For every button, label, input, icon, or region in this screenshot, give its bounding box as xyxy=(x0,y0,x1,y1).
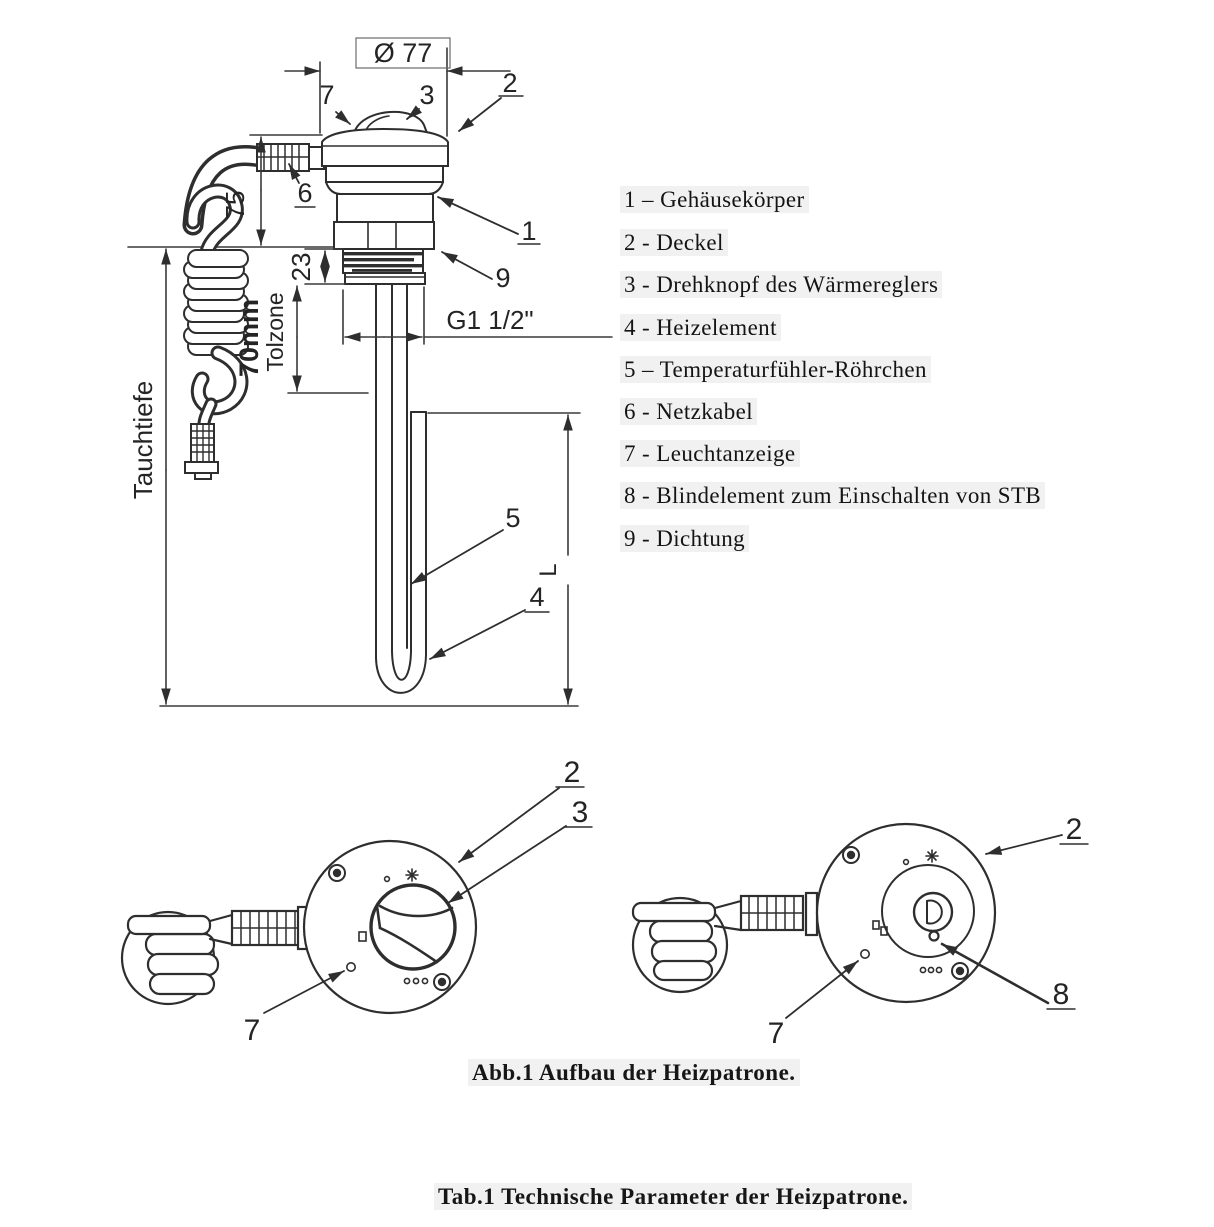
callout-2: 2 xyxy=(502,68,518,98)
callout-7: 7 xyxy=(319,80,335,110)
callout-3: 3 xyxy=(571,796,589,829)
figure-caption xyxy=(468,1060,800,1086)
legend-item-5 xyxy=(620,357,931,383)
dim-length-label: L xyxy=(535,563,562,577)
cord-right xyxy=(715,893,817,935)
callout-3: 3 xyxy=(419,80,435,110)
callout-1: 1 xyxy=(521,216,537,246)
dim-70mm-label: 70mm xyxy=(234,298,264,378)
legend-item-text: 2 - Deckel xyxy=(620,229,728,256)
legend-item-4 xyxy=(620,315,781,341)
legend-item-text: 8 - Blindelement zum Einschalten von STB xyxy=(620,482,1045,509)
callout-5: 5 xyxy=(505,503,521,533)
legend-item-1 xyxy=(620,187,809,213)
dim-75-label: 75 xyxy=(220,190,250,220)
main-section-view xyxy=(128,38,612,706)
callout-7: 7 xyxy=(767,1017,785,1050)
thermostat-knob xyxy=(371,885,455,969)
callout-6: 6 xyxy=(297,178,313,208)
legend-item-3 xyxy=(620,272,942,298)
callout-9: 9 xyxy=(495,263,511,293)
legend-item-text: 7 - Leuchtanzeige xyxy=(620,440,800,467)
callout-4: 4 xyxy=(529,582,545,612)
dim-thread-size-label: G1 1/2" xyxy=(446,305,534,335)
legend-item-8 xyxy=(620,483,1045,509)
cap-band xyxy=(326,166,443,182)
legend-item-7 xyxy=(620,441,800,467)
end-view-knob-removed xyxy=(633,813,1088,1050)
dim-diameter-label: Ø 77 xyxy=(373,38,433,68)
legend-item-6 xyxy=(620,399,757,425)
figure-caption-text: Abb.1 Aufbau der Heizpatrone. xyxy=(468,1059,800,1086)
legend-item-text: 4 - Heizelement xyxy=(620,314,781,341)
dim-tolzone-label: Tolzone xyxy=(262,292,288,372)
end-view-with-knob xyxy=(122,756,592,1047)
legend-item-2 xyxy=(620,230,728,256)
callout-7: 7 xyxy=(243,1014,261,1047)
legend-item-text: 1 – Gehäusekörper xyxy=(620,186,809,213)
callout-2: 2 xyxy=(563,756,581,789)
power-plug xyxy=(185,424,218,479)
cord-left xyxy=(210,907,308,949)
dim-23-label: 23 xyxy=(286,252,316,282)
cover-cap xyxy=(322,129,448,166)
u-bend-outer xyxy=(376,655,426,693)
dim-tauchtiefe-label: Tauchtiefe xyxy=(128,380,158,500)
hex-nut xyxy=(334,222,434,249)
u-bend-inner xyxy=(392,652,411,680)
heating-element-tubes xyxy=(376,284,426,693)
legend-item-text: 5 – Temperaturfühler-Röhrchen xyxy=(620,356,931,383)
legend-item-text: 9 - Dichtung xyxy=(620,525,749,552)
legend-item-text: 3 - Drehknopf des Wärmereglers xyxy=(620,271,942,298)
table-caption-text: Tab.1 Technische Parameter der Heizpatrone. xyxy=(434,1183,912,1210)
head-assembly xyxy=(322,112,448,284)
callout-2: 2 xyxy=(1065,813,1083,846)
seal-flange xyxy=(345,273,425,284)
callout-8: 8 xyxy=(1052,978,1070,1011)
table-caption xyxy=(434,1184,912,1210)
legend-item-9 xyxy=(620,526,749,552)
stb-pin xyxy=(930,932,939,941)
plug-right xyxy=(633,898,727,992)
plug-left xyxy=(122,912,218,1004)
housing-body xyxy=(337,194,433,222)
legend-item-text: 6 - Netzkabel xyxy=(620,398,757,425)
thread-section xyxy=(343,249,423,273)
